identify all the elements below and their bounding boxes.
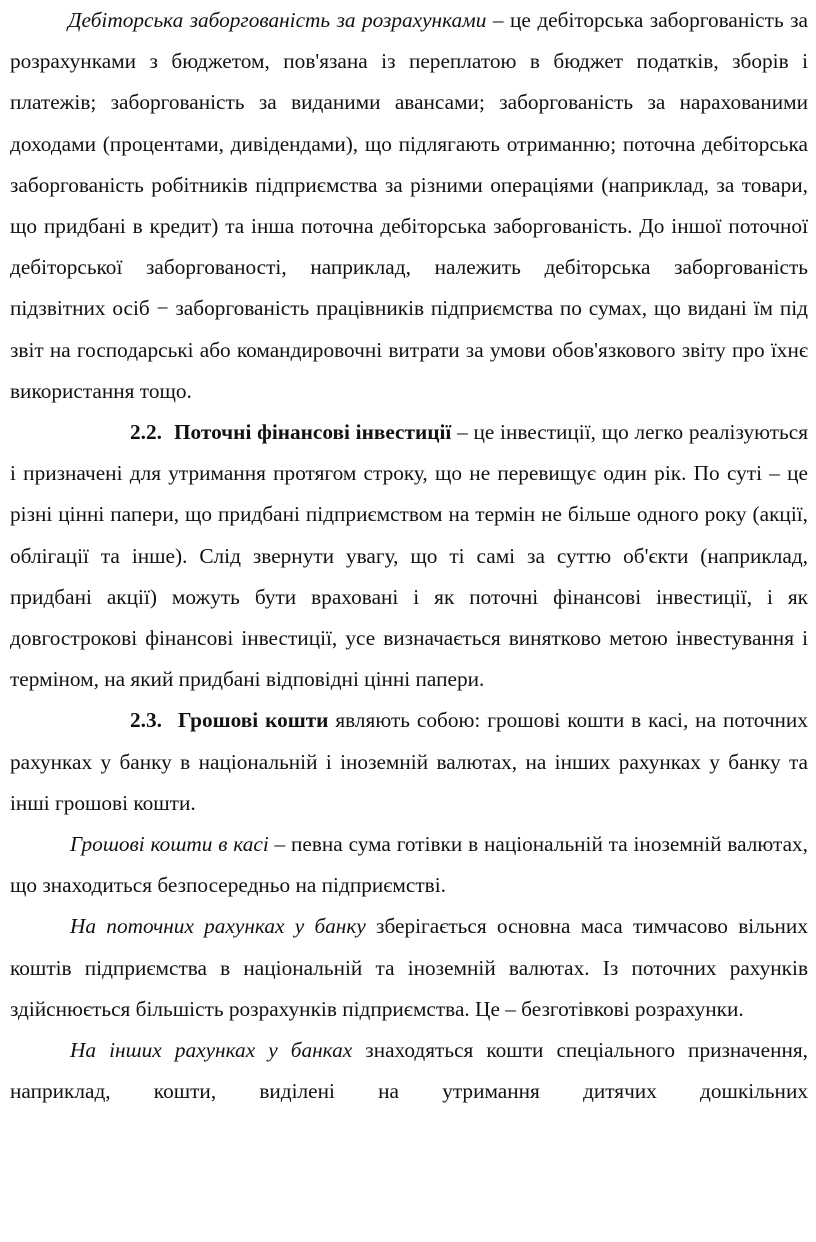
paragraph-cash xyxy=(10,700,808,824)
paragraph-current-investments-text: – це інвестиції, що легко реалізуються і призначені для утримання протягом строку, що не перевищує один рік. По суті – це різні цінні папери, що придбані підприємством на термін не більше одного року (акції, облігації та інше). Слід звернути увагу, що ті самі за суттю об'єкти (наприклад, придбані акції) можуть бути враховані і як поточні фінансові інвестиції, і як довгострокові фінансові інвестиції, усе визначається винятково метою інвестування і терміном, на який придбані відповідні цінні папери. xyxy=(10,420,808,692)
term-cash-on-hand: Грошові кошти в касі xyxy=(70,832,269,857)
term-current-accounts: На поточних рахунках у банку xyxy=(70,914,366,939)
paragraph-other-accounts-text: знаходяться кошти спеціального призначення, наприклад, кошти, виділені на утримання дитячих дошкільних xyxy=(10,1038,808,1104)
section-number-2-3: 2.3. xyxy=(130,708,162,733)
paragraph-cash-on-hand-text: – певна сума готівки в національній та іноземній валютах, що знаходиться безпосередньо на підприємстві. xyxy=(10,832,808,898)
paragraph-receivables-text: – це дебіторська заборгованість за розрахунками з бюджетом, пов'язана із переплатою в бюджет податків, зборів і платежів; заборгованість за виданими авансами; заборгованість за нарахованими доходами (процентами, дивідендами), що підлягають отриманню; поточна дебіторська заборгованість робітників підприємства за різними операціями (наприклад, за товари, що придбані в кредит) та інша поточна дебіторська заборгованість. До іншої поточної дебіторської заборгованості, наприклад, належить дебіторська заборгованість підзвітних осіб − заборгованість працівників підприємства по сумах, що видані їм під звіт на господарські або командировочні витрати за умови обов'язкового звіту про їхнє використання тощо. xyxy=(10,8,808,403)
term-receivables-settlements: Дебіторська заборгованість за розрахунками xyxy=(68,8,487,32)
paragraph-current-accounts xyxy=(10,906,808,1030)
term-other-accounts: На інших рахунках у банках xyxy=(70,1038,353,1063)
term-cash: Грошові кошти xyxy=(177,708,329,733)
paragraph-current-investments xyxy=(10,412,808,700)
paragraph-current-accounts-text: зберігається основна маса тимчасово вільних коштів підприємства в національній та іноземній валютах. Із поточних рахунків здійснюється більшість розрахунків підприємства. Це – безготівкові розрахунки. xyxy=(10,914,808,1021)
paragraph-cash-on-hand xyxy=(10,824,808,906)
paragraph-receivables xyxy=(10,0,808,412)
paragraph-other-accounts xyxy=(10,1030,808,1112)
section-number-2-2: 2.2. xyxy=(130,420,162,445)
term-current-investments: Поточні фінансові інвестиції xyxy=(173,420,452,445)
paragraph-cash-text: являють собою: грошові кошти в касі, на поточних рахунках у банку в національній і іноземній валютах, на інших рахунках у банку та інші грошові кошти. xyxy=(10,708,808,815)
document-page xyxy=(10,0,808,1112)
